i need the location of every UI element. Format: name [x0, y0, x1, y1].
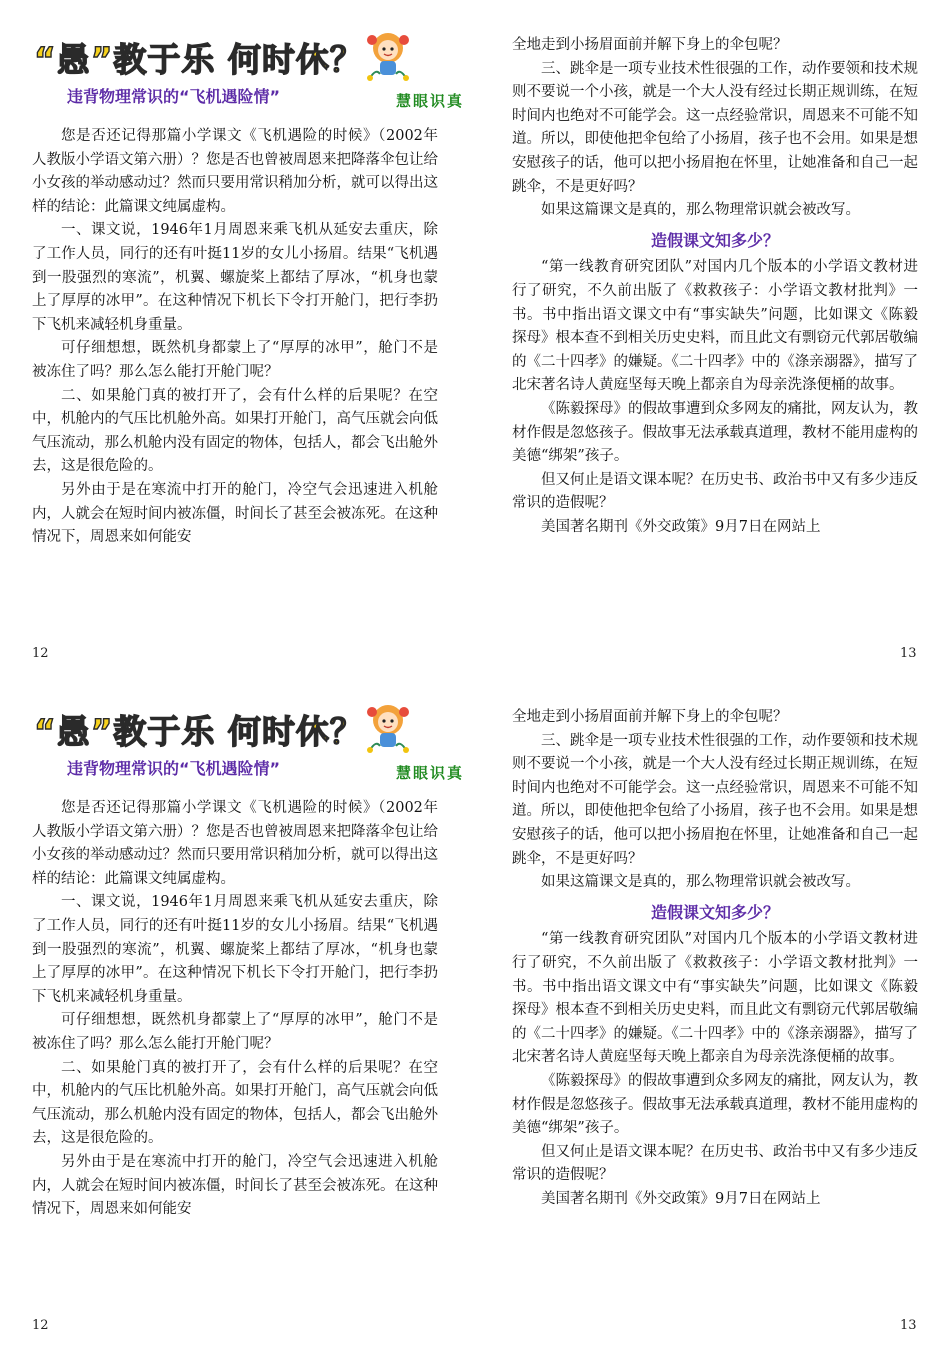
paragraph: 《陈毅探母》的假故事遭到众多网友的痛批，网友认为，教材作假是忽悠孩子。假故事无法承载真道理，教材不能用虚构的美德“绑架”孩子。 — [512, 400, 918, 465]
article-subtitle: 违背物理常识的“飞机遇险情” — [67, 87, 281, 106]
paragraph: 您是否还记得那篇小学课文《飞机遇险的时候》（2002年人教版小学语文第六册）？您是否也曾被周恩来把降落伞包让给小女孩的举动感动过？然而只要用常识稍加分析，就可以得出这样的结论：此篇课文纯属虚构。 — [32, 128, 438, 215]
column-banner — [34, 28, 465, 110]
spread-1 — [0, 0, 950, 672]
paragraph: 全地走到小扬眉面前并解下身上的伞包呢？ — [512, 709, 788, 725]
spread-2 — [0, 672, 950, 1344]
article-body — [512, 34, 918, 539]
column-banner — [34, 700, 465, 782]
paragraph: 一、课文说，1946年1月周恩来乘飞机从延安去重庆，除了工作人员，同行的还有叶挺11岁的女儿小扬眉。结果“飞机遇到一股强烈的寒流”，机翼、螺旋桨上都结了厚冰，“机身也蒙上了厚厚的冰甲”。在这种情况下机长下令打开舱门，把行李扔下飞机来减轻机身重量。 — [32, 894, 438, 1005]
paragraph: 全地走到小扬眉面前并解下身上的伞包呢？ — [512, 37, 788, 53]
page-number-right: 13 — [900, 1318, 917, 1333]
paragraph: 另外由于是在寒流中打开的舱门，冷空气会迅速进入机舱内，人就会在短时间内被冻僵，时间长了甚至会被冻死。在这种情况下，周恩来如何能安 — [32, 1153, 438, 1218]
paragraph: 一、课文说，1946年1月周恩来乘飞机从延安去重庆，除了工作人员，同行的还有叶挺11岁的女儿小扬眉。结果“飞机遇到一股强烈的寒流”，机翼、螺旋桨上都结了厚冰，“机身也蒙上了厚厚的冰甲”。在这种情况下机长下令打开舱门，把行李扔下飞机来减轻机身重量。 — [32, 222, 438, 333]
article-body — [512, 706, 918, 1211]
paragraph: “第一线教育研究团队”对国内几个版本的小学语文教材进行了研究，不久前出版了《救救孩子：小学语文教材批判》一书。书中指出语文课文中有“事实缺失”问题，比如课文《陈毅探母》根本查不到相关历史史料，而且此文有剽窃元代郭居敬编的《二十四孝》的嫌疑。《二十四孝》中的《涤亲溺器》，描写了北宋著名诗人黄庭坚每天晚上都亲自为母亲洗涤便桶的故事。 — [512, 931, 918, 1066]
paragraph: 可仔细想想，既然机身都蒙上了“厚厚的冰甲”，舱门不是被冻住了吗？那么怎么能打开舱门呢？ — [32, 340, 438, 380]
paragraph: 美国著名期刊《外交政策》9月7日在网站上 — [541, 1190, 821, 1207]
paragraph: 但又何止是语文课本呢？在历史书、政治书中又有多少违反常识的造假呢？ — [512, 471, 918, 512]
paragraph: 二、如果舱门真的被打开了，会有什么样的后果呢？在空中，机舱内的气压比机舱外高。如果打开舱门，高气压就会向低气压流动，那么机舱内没有固定的物体，包括人，都会飞出舱外去，这是很危险的。 — [32, 387, 438, 475]
paragraph: 三、跳伞是一项专业技术性很强的工作，动作要领和技术规则不要说一个小孩，就是一个大人没有经过长期正规训练，在短时间内也绝对不可能学会。这一点经验常识，周恩来不可能不知道。所以，即使他把伞包给了小扬眉，孩子也不会用。如果是想安慰孩子的话，他可以把小扬眉抱在怀里，让她准备和自己一起跳伞，不是更好吗？ — [512, 60, 918, 195]
paragraph: 如果这篇课文是真的，那么物理常识就会被改写。 — [541, 874, 860, 891]
article-body — [32, 797, 438, 1222]
column-tag: 慧眼识真 — [396, 92, 465, 110]
paragraph: 如果这篇课文是真的，那么物理常识就会被改写。 — [541, 202, 860, 219]
paragraph: 《陈毅探母》的假故事遭到众多网友的痛批，网友认为，教材作假是忽悠孩子。假故事无法承载真道理，教材不能用虚构的美德“绑架”孩子。 — [512, 1072, 918, 1137]
column-tag: 慧眼识真 — [396, 764, 465, 782]
page-number-left: 12 — [32, 646, 49, 661]
page-number-left: 12 — [32, 1318, 49, 1333]
page-number-right: 13 — [900, 646, 917, 661]
paragraph: 美国著名期刊《外交政策》9月7日在网站上 — [541, 518, 821, 535]
column-title: “愚”教于乐 何时休？ — [34, 40, 364, 79]
column-title: “愚”教于乐 何时休？ — [34, 712, 364, 751]
paragraph: 三、跳伞是一项专业技术性很强的工作，动作要领和技术规则不要说一个小孩，就是一个大人没有经过长期正规训练，在短时间内也绝对不可能学会。这一点经验常识，周恩来不可能不知道。所以，即使他把伞包给了小扬眉，孩子也不会用。如果是想安慰孩子的话，他可以把小扬眉抱在怀里，让她准备和自己一起跳伞，不是更好吗？ — [512, 732, 918, 867]
cartoon-girl-icon — [362, 28, 414, 86]
paragraph: 但又何止是语文课本呢？在历史书、政治书中又有多少违反常识的造假呢？ — [512, 1143, 918, 1184]
cartoon-girl-icon — [362, 700, 414, 758]
article-subtitle: 违背物理常识的“飞机遇险情” — [67, 759, 281, 778]
paragraph: 您是否还记得那篇小学课文《飞机遇险的时候》（2002年人教版小学语文第六册）？您是否也曾被周恩来把降落伞包让给小女孩的举动感动过？然而只要用常识稍加分析，就可以得出这样的结论：此篇课文纯属虚构。 — [32, 800, 438, 887]
paragraph: 可仔细想想，既然机身都蒙上了“厚厚的冰甲”，舱门不是被冻住了吗？那么怎么能打开舱门呢？ — [32, 1012, 438, 1052]
paragraph: 二、如果舱门真的被打开了，会有什么样的后果呢？在空中，机舱内的气压比机舱外高。如果打开舱门，高气压就会向低气压流动，那么机舱内没有固定的物体，包括人，都会飞出舱外去，这是很危险的。 — [32, 1059, 438, 1147]
article-body — [32, 125, 438, 550]
paragraph: 另外由于是在寒流中打开的舱门，冷空气会迅速进入机舱内，人就会在短时间内被冻僵，时间长了甚至会被冻死。在这种情况下，周恩来如何能安 — [32, 481, 438, 546]
section-heading: 造假课文知多少？ — [650, 902, 779, 922]
paragraph: “第一线教育研究团队”对国内几个版本的小学语文教材进行了研究，不久前出版了《救救孩子：小学语文教材批判》一书。书中指出语文课文中有“事实缺失”问题，比如课文《陈毅探母》根本查不到相关历史史料，而且此文有剽窃元代郭居敬编的《二十四孝》的嫌疑。《二十四孝》中的《涤亲溺器》，描写了北宋著名诗人黄庭坚每天晚上都亲自为母亲洗涤便桶的故事。 — [512, 259, 918, 394]
section-heading: 造假课文知多少？ — [650, 230, 779, 250]
